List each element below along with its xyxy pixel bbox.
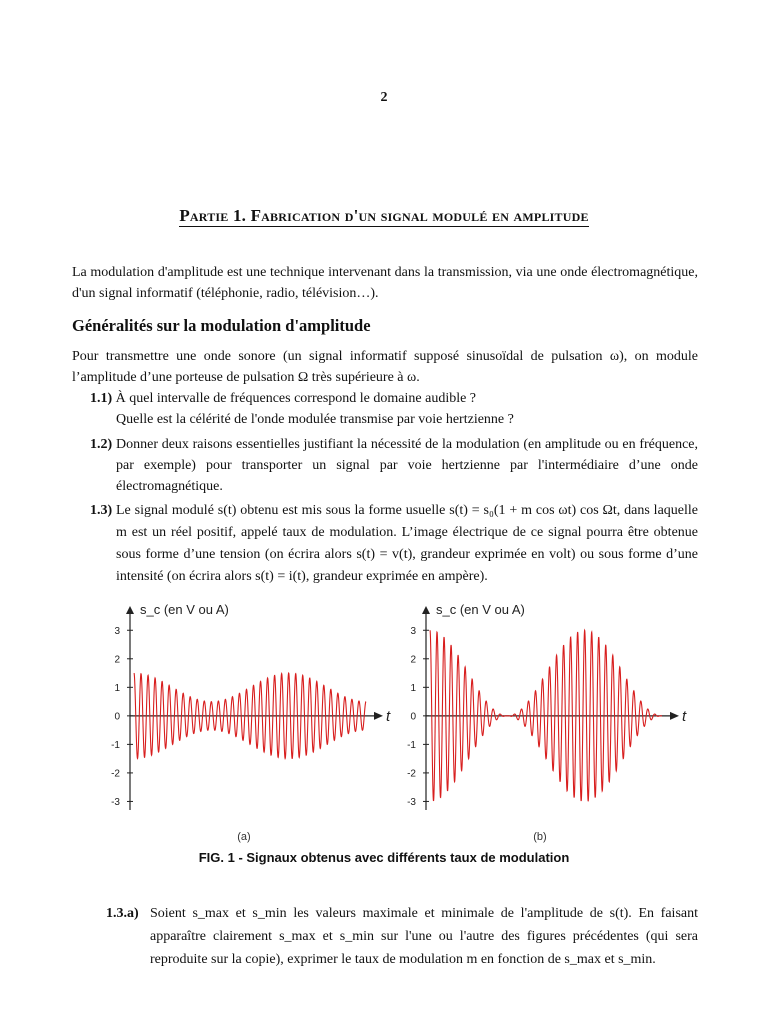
page-number: 2 — [380, 90, 388, 105]
question-text: À quel intervalle de fréquences correspond le domaine audible ? — [115, 391, 477, 406]
x-axis-label: t — [386, 707, 391, 725]
question-text: Quelle est la célérité de l'onde modulée transmise par voie hertzienne ? — [116, 412, 514, 427]
y-tick-label: -3 — [407, 796, 416, 808]
question-text: Soient s_max et s_min les valeurs maximale et minimale de l'amplitude de s(t). En faisant apparaître clairement s_max et s_min sur l'une ou l'autre des figures précédentes (qui sera reproduite sur la copie), exprimer le taux de modulation m en fonction de s_max et s_min. — [150, 906, 698, 967]
y-tick-label: 1 — [410, 682, 416, 694]
question-1-3 — [90, 500, 698, 588]
subfigure-label: (b) — [533, 831, 547, 843]
y-tick-label: 2 — [114, 654, 120, 666]
question-label: 1.2) — [90, 437, 113, 452]
y-axis-label: s_c (en V ou A) — [140, 602, 229, 617]
question-label: 1.3) — [90, 503, 113, 518]
y-axis-arrow — [126, 606, 134, 614]
section-intro: Pour transmettre une onde sonore (un signal informatif supposé sinusoïdal de pulsation ω), on module l’amplitude d’une porteuse de pulsation Ω très supérieure à ω. — [72, 349, 698, 385]
intro-paragraph: La modulation d'amplitude est une technique intervenant dans la transmission, via une onde électromagnétique, d'un signal informatif (téléphonie, radio, télévision…). — [72, 265, 698, 301]
subfigure-label: (a) — [237, 831, 251, 843]
y-tick-label: 2 — [410, 654, 416, 666]
part-title-prefix: Partie 1. — [179, 206, 247, 225]
question-1-1 — [90, 388, 698, 430]
question-text: Le signal modulé s(t) obtenu est mis sous la forme usuelle s(t) = s₀(1 + m cos ωt) cos Ωt, dans laquelle m est un réel positif, appelé taux de modulation. L’image électrique de ce signal pourra être obtenue sous forme d’une tension (on écrira alors s(t) = v(t), grandeur exprimée en volt) ou sous forme d’une intensité (on écrira alors s(t) = i(t), grandeur exprimée en ampère). — [116, 503, 698, 584]
y-tick-label: -2 — [407, 768, 416, 780]
y-tick-label: 1 — [114, 682, 120, 694]
y-axis-arrow — [422, 606, 430, 614]
question-label: 1.3.a) — [106, 906, 139, 921]
question-1-3-a — [106, 902, 698, 971]
question-label: 1.1) — [90, 391, 113, 406]
y-tick-label: -2 — [111, 768, 120, 780]
y-tick-label: 0 — [410, 711, 416, 723]
figure-caption: FIG. 1 - Signaux obtenus avec différents taux de modulation — [198, 850, 570, 865]
part-title-rest: Fabrication d'un signal modulé en amplitude — [250, 206, 589, 225]
x-axis-arrow — [374, 712, 383, 720]
chart-b — [400, 596, 696, 846]
y-tick-label: 3 — [114, 625, 120, 637]
chart-a — [104, 596, 400, 846]
y-tick-label: 3 — [410, 625, 416, 637]
y-tick-label: -1 — [111, 739, 120, 751]
x-axis-label: t — [682, 707, 687, 725]
question-1-2 — [90, 434, 698, 497]
y-tick-label: 0 — [114, 711, 120, 723]
part-title — [0, 206, 768, 226]
x-axis-arrow — [670, 712, 679, 720]
y-axis-label: s_c (en V ou A) — [436, 602, 525, 617]
section-heading: Généralités sur la modulation d'amplitude — [72, 316, 371, 335]
y-tick-label: -3 — [111, 796, 120, 808]
y-tick-label: -1 — [407, 739, 416, 751]
question-text: Donner deux raisons essentielles justifiant la nécessité de la modulation (en amplitude ou en fréquence, par exemple) pour transporter un signal par voie hertzienne par l'intermédiaire d’une onde électromagnétique. — [116, 437, 698, 494]
